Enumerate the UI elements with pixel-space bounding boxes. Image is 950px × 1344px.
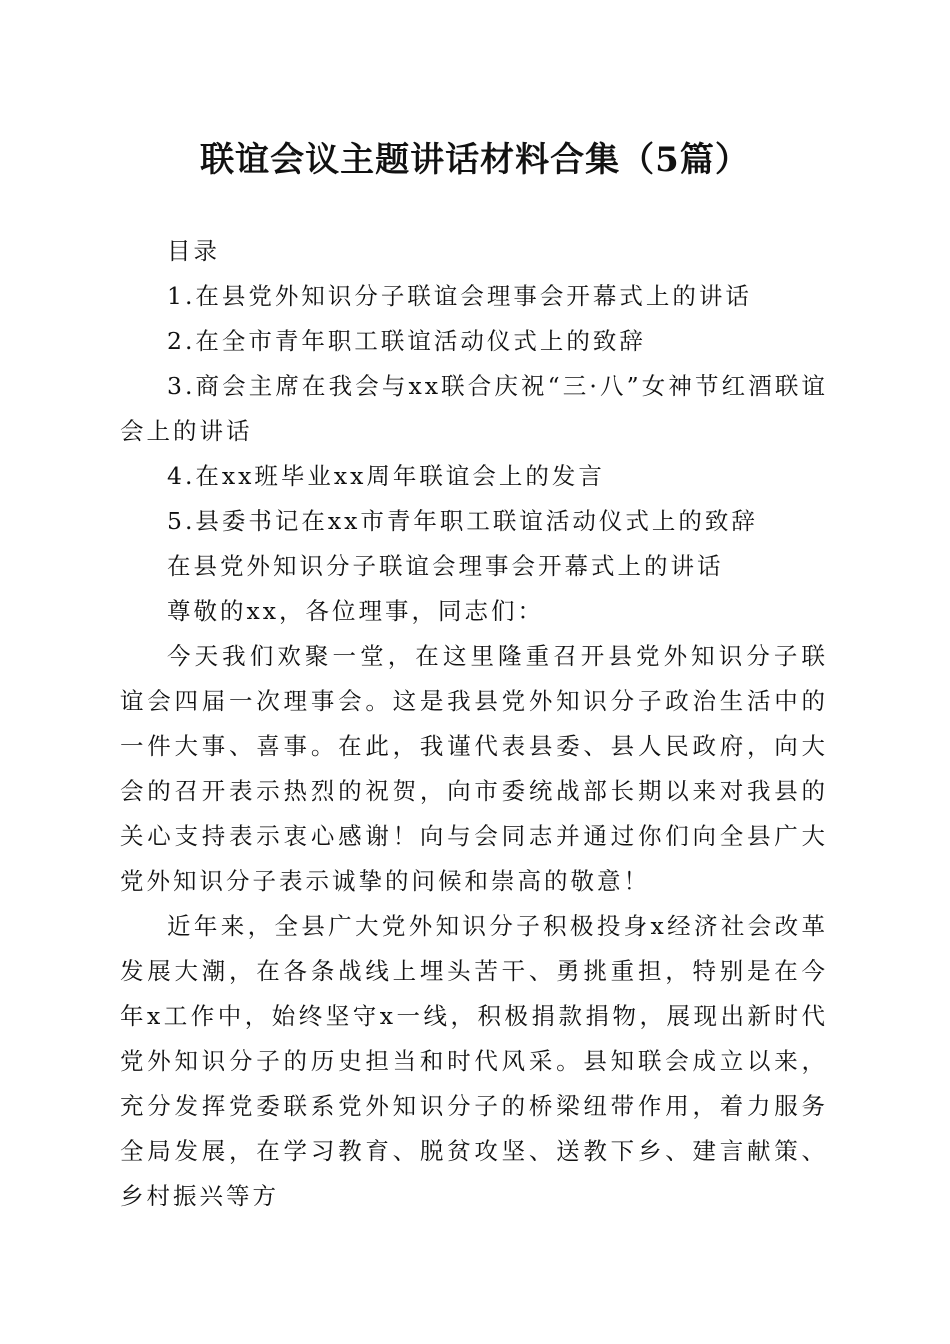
salutation: 尊敬的xx，各位理事，同志们： bbox=[167, 597, 545, 625]
toc-item-4: 4.在xx班毕业xx周年联谊会上的发言 bbox=[167, 462, 605, 490]
document-title: 联谊会议主题讲话材料合集（5篇） bbox=[200, 140, 750, 180]
toc-item-2: 2.在全市青年职工联谊活动仪式上的致辞 bbox=[167, 327, 646, 355]
toc-heading: 目录 bbox=[167, 237, 220, 265]
body-paragraph-2: 近年来，全县广大党外知识分子积极投身x经济社会改革发展大潮，在各条战线上埋头苦干、勇挑重担，特别是在今年x工作中，始终坚守x一线，积极捐款捐物，展现出新时代党外知识分子的历史担当和时代风采。县知联会成立以来，充分发挥党委联系党外知识分子的桥梁纽带作用，着力服务全局发展，在学习教育、脱贫攻坚、送教下乡、建言献策、乡村振兴等方 bbox=[120, 912, 828, 1210]
body-paragraph-1: 今天我们欢聚一堂，在这里隆重召开县党外知识分子联谊会四届一次理事会。这是我县党外知识分子政治生活中的一件大事、喜事。在此，我谨代表县委、县人民政府，向大会的召开表示热烈的祝贺，向市委统战部长期以来对我县的关心支持表示衷心感谢！向与会同志并通过你们向全县广大党外知识分子表示诚挚的问候和崇高的敬意！ bbox=[120, 642, 828, 895]
toc-item-1: 1.在县党外知识分子联谊会理事会开幕式上的讲话 bbox=[167, 282, 752, 310]
document-body bbox=[120, 229, 828, 1219]
section-title: 在县党外知识分子联谊会理事会开幕式上的讲话 bbox=[167, 552, 724, 580]
toc-item-5: 5.县委书记在xx市青年职工联谊活动仪式上的致辞 bbox=[167, 507, 758, 535]
toc-item-3: 3.商会主席在我会与xx联合庆祝“三·八”女神节红酒联谊会上的讲话 bbox=[120, 372, 828, 445]
